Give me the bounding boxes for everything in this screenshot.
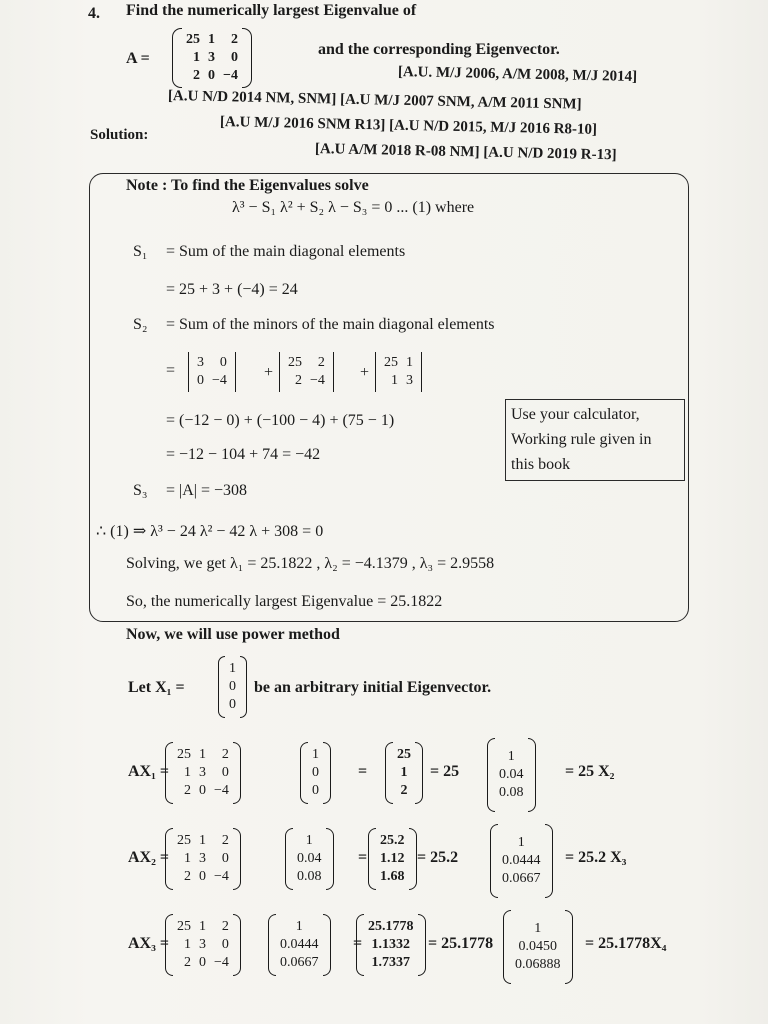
step-matrix-cell: 2 (221, 833, 229, 848)
matrix-label: A = (126, 50, 150, 67)
step-matrix-cell: 0 (221, 937, 229, 952)
x1-cell: 1 (229, 661, 236, 676)
largest-eigenvalue: So, the numerically largest Eigenvalue = 25.1822 (126, 593, 443, 610)
step-product-cell: 25.1778 (368, 919, 414, 934)
calculator-tip-line-2: Working rule given in (511, 431, 652, 448)
step-result: = 25.2 X₃ (565, 849, 627, 866)
step-matrix (165, 828, 241, 890)
step-equals: = (353, 935, 363, 952)
step-factor: = 25.2 (417, 849, 459, 866)
step-matrix (165, 914, 241, 976)
step-product (368, 828, 417, 890)
x1-label: Let X₁ = (128, 679, 185, 696)
step-matrix-cell: 2 (184, 783, 191, 798)
power-method-intro: Now, we will use power method (126, 626, 340, 643)
s3-definition: = |A| = −308 (166, 482, 248, 499)
s1-calculation: = 25 + 3 + (−4) = 24 (166, 281, 298, 298)
step-vector-cell: 0.0667 (280, 955, 319, 970)
minor-3-cell: 1 (406, 355, 413, 370)
matrix-A-cell: 2 (193, 68, 200, 83)
minor-1-cell: 0 (197, 373, 204, 388)
step-matrix-cell: 3 (199, 851, 206, 866)
minor-3-cell: 1 (391, 373, 398, 388)
step-normalized-cell: 1 (534, 921, 542, 936)
step-vector-cell: 1 (312, 747, 319, 762)
step-matrix-cell: 1 (184, 765, 191, 780)
matrix-A (172, 28, 252, 88)
step-product-cell: 1.1332 (371, 937, 410, 952)
step-matrix (165, 742, 241, 804)
problem-heading: Find the numerically largest Eigenvalue of (126, 2, 417, 19)
step-matrix-cell: 1 (184, 937, 191, 952)
step-label: AX₃ = (128, 935, 170, 952)
s2-step-1: = (−12 − 0) + (−100 − 4) + (75 − 1) (166, 412, 395, 429)
step-product-cell: 1.12 (380, 851, 405, 866)
x1-cell: 0 (229, 697, 236, 712)
plus-sign-2: + (360, 364, 370, 381)
s2-definition: = Sum of the minors of the main diagonal elements (166, 316, 495, 333)
reference-line-1: [A.U. M/J 2006, A/M 2008, M/J 2014] (397, 64, 638, 86)
matrix-A-cell: 2 (230, 32, 238, 47)
step-matrix-cell: 0 (221, 851, 229, 866)
s1-definition: = Sum of the main diagonal elements (166, 243, 406, 260)
step-product-cell: 25 (397, 747, 411, 762)
characteristic-template: λ³ − S₁ λ² + S₂ λ − S₃ = 0 ... (1) where (232, 199, 475, 216)
step-matrix-cell: 0 (199, 783, 206, 798)
minor-3 (375, 352, 422, 392)
step-vector-cell: 0.08 (297, 869, 322, 884)
minor-1-cell: 0 (219, 355, 227, 370)
minor-2-cell: −4 (310, 373, 325, 388)
step-equals: = (358, 849, 368, 866)
matrix-A-cell: −4 (223, 68, 238, 83)
step-product (385, 742, 423, 804)
step-matrix-cell: 2 (221, 919, 229, 934)
step-normalized (503, 910, 573, 984)
matrix-A-cell: 0 (208, 68, 215, 83)
problem-suffix: and the corresponding Eigenvector. (318, 41, 560, 58)
step-result: = 25.1778X₄ (585, 935, 667, 952)
step-product-cell: 25.2 (380, 833, 405, 848)
minor-2-cell: 25 (288, 355, 302, 370)
step-vector-cell: 0.0444 (280, 937, 319, 952)
reference-line-4: [A.U A/M 2018 R-08 NM] [A.U N/D 2019 R-13] (314, 141, 617, 164)
step-matrix-cell: 1 (199, 919, 206, 934)
eigenvalue-solutions: Solving, we get λ₁ = 25.1822 , λ₂ = −4.1379 , λ₃ = 2.9558 (126, 555, 495, 572)
step-matrix-cell: −4 (214, 783, 229, 798)
s3-label: S₃ (133, 482, 148, 499)
step-normalized-cell: 0.06888 (515, 957, 561, 972)
s2-step-2: = −12 − 104 + 74 = −42 (166, 446, 321, 463)
step-vector (268, 914, 331, 976)
note-intro-text: Note : To find the Eigenvalues solve (126, 177, 369, 194)
calculator-tip-box (505, 399, 685, 481)
step-matrix-cell: 0 (199, 869, 206, 884)
reference-line-3: [A.U M/J 2016 SNM R13] [A.U N/D 2015, M/J 2016 R8-10] (219, 114, 598, 138)
step-label: AX₂ = (128, 849, 170, 866)
step-product-cell: 1.7337 (371, 955, 410, 970)
step-matrix-cell: 3 (199, 937, 206, 952)
step-matrix-cell: 25 (177, 833, 191, 848)
matrix-A-cell: 25 (186, 32, 200, 47)
step-matrix-cell: 2 (184, 955, 191, 970)
minor-2 (279, 352, 334, 392)
calculator-tip-line-1: Use your calculator, (511, 406, 640, 423)
step-product-cell: 1.68 (380, 869, 405, 884)
step-vector-cell: 0 (312, 783, 319, 798)
solution-label: Solution: (90, 127, 149, 143)
step-factor: = 25.1778 (428, 935, 494, 952)
step-vector-cell: 0 (312, 765, 319, 780)
step-normalized-cell: 1 (517, 835, 525, 850)
s2-label: S₂ (133, 316, 148, 333)
x1-suffix: be an arbitrary initial Eigenvector. (254, 679, 492, 696)
step-product-cell: 2 (400, 783, 408, 798)
step-normalized (490, 824, 553, 898)
x1-cell: 0 (229, 679, 236, 694)
step-matrix-cell: 2 (184, 869, 191, 884)
minor-1-cell: −4 (212, 373, 227, 388)
step-matrix-cell: 1 (199, 747, 206, 762)
step-matrix-cell: 25 (177, 919, 191, 934)
step-matrix-cell: −4 (214, 869, 229, 884)
step-normalized-cell: 0.08 (499, 785, 524, 800)
matrix-A-cell: 3 (208, 50, 215, 65)
matrix-A-cell: 1 (208, 32, 215, 47)
matrix-A-cell: 0 (230, 50, 238, 65)
minor-3-cell: 25 (384, 355, 398, 370)
minor-2-cell: 2 (317, 355, 325, 370)
step-vector-cell: 0.04 (297, 851, 322, 866)
step-vector (285, 828, 334, 890)
step-factor: = 25 (430, 763, 460, 780)
minor-1-cell: 3 (197, 355, 204, 370)
step-normalized-cell: 0.0667 (502, 871, 541, 886)
problem-number: 4. (88, 5, 100, 22)
step-matrix-cell: 1 (199, 833, 206, 848)
calculator-tip-line-3: this book (511, 456, 571, 473)
step-product-cell: 1 (400, 765, 408, 780)
step-normalized (487, 738, 536, 812)
step-matrix-cell: 3 (199, 765, 206, 780)
step-matrix-cell: 1 (184, 851, 191, 866)
step-matrix-cell: 0 (199, 955, 206, 970)
minor-3-cell: 3 (406, 373, 413, 388)
step-normalized-cell: 0.0444 (502, 853, 541, 868)
note-intro (126, 177, 369, 195)
minor-1 (188, 352, 236, 392)
s1-label: S₁ (133, 243, 148, 260)
step-normalized-cell: 1 (507, 749, 515, 764)
step-vector-cell: 1 (295, 919, 303, 934)
step-equals: = (358, 763, 368, 780)
minors-eq-sign: = (166, 362, 176, 379)
x1-vector (218, 656, 247, 718)
step-matrix-cell: −4 (214, 955, 229, 970)
step-matrix-cell: 2 (221, 747, 229, 762)
step-vector (300, 742, 331, 804)
step-product (356, 914, 426, 976)
step-label: AX₁ = (128, 763, 170, 780)
step-vector-cell: 1 (305, 833, 313, 848)
minor-2-cell: 2 (295, 373, 302, 388)
step-normalized-cell: 0.0450 (518, 939, 557, 954)
reference-line-2: [A.U N/D 2014 NM, SNM] [A.U M/J 2007 SNM, A/M 2011 SNM] (167, 88, 582, 113)
step-matrix-cell: 0 (221, 765, 229, 780)
step-matrix-cell: 25 (177, 747, 191, 762)
step-result: = 25 X₂ (565, 763, 615, 780)
characteristic-equation: ∴ (1) ⇒ λ³ − 24 λ² − 42 λ + 308 = 0 (96, 523, 324, 540)
matrix-A-cell: 1 (193, 50, 200, 65)
plus-sign-1: + (264, 364, 274, 381)
step-normalized-cell: 0.04 (499, 767, 524, 782)
